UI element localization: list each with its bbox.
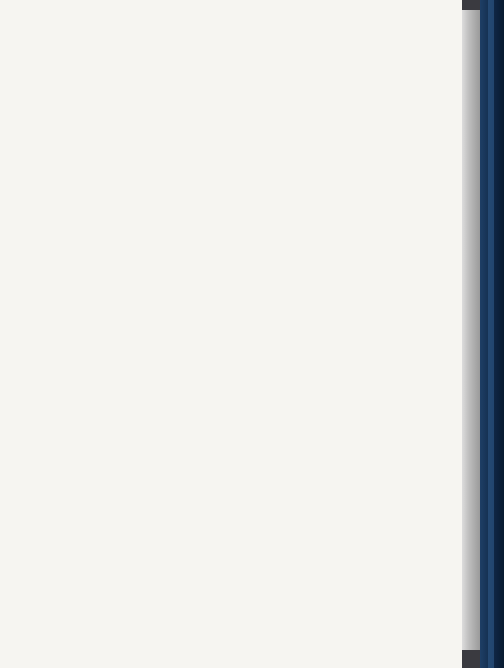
page-edges xyxy=(462,10,480,650)
spine-highlight xyxy=(488,0,494,668)
